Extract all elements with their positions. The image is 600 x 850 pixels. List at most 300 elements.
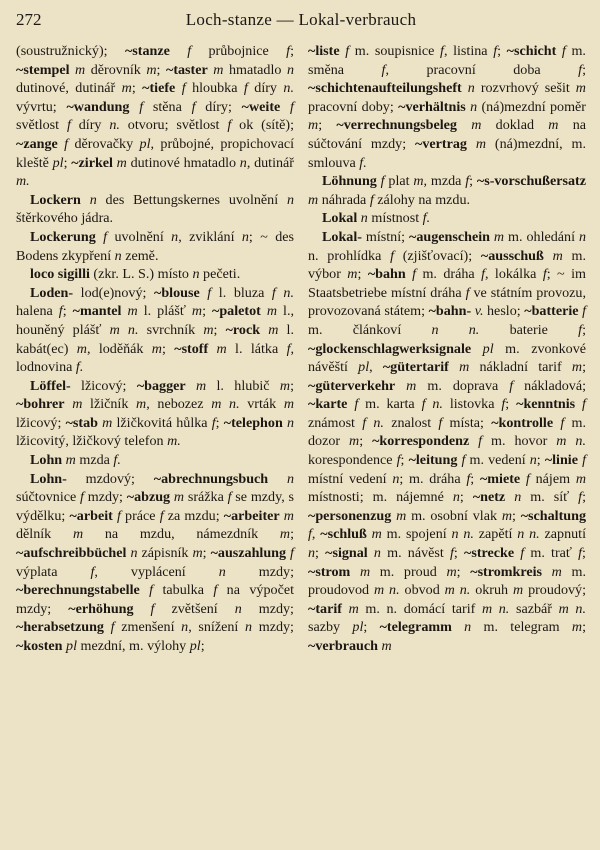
- entry-text: zmenšení: [114, 619, 182, 636]
- grammar-marker: n: [268, 470, 294, 487]
- entry-text: ;: [63, 154, 72, 171]
- entry-text: ;: [400, 452, 409, 469]
- entry-text: (soustružnický);: [16, 43, 125, 59]
- entry-text: nákladová;: [513, 377, 587, 394]
- entry-text: ;: [357, 266, 368, 283]
- entry-text: ;: [215, 414, 224, 431]
- subentry-term: ~telegramm: [379, 619, 452, 636]
- subentry-term: ~miete: [479, 470, 521, 487]
- grammar-marker: pl: [62, 638, 77, 654]
- entry-text: halena: [16, 303, 59, 320]
- grammar-marker: m: [121, 303, 138, 320]
- dictionary-entry: [16, 228, 294, 265]
- grammar-marker: m: [575, 80, 586, 97]
- entry-text: srážka: [184, 489, 228, 506]
- page-number: 272: [16, 10, 42, 29]
- entry-text: ;: [213, 321, 226, 338]
- entry-text: mzdy;: [83, 489, 127, 506]
- grammar-marker: m: [121, 80, 132, 97]
- entry-text: se mzdy, s výdělku;: [16, 489, 294, 524]
- grammar-marker: n: [192, 266, 200, 283]
- entry-text: (ná)mezdní poměr: [477, 98, 586, 115]
- entry-text: otvoru; světlost: [119, 117, 228, 134]
- entry-text: rozvrhový sešit: [474, 80, 576, 97]
- entry-text: ;: [505, 396, 517, 413]
- entry-text: ;: [582, 321, 586, 338]
- entry-text: , průbojné, propichovací kleště: [16, 135, 294, 171]
- subentry-term: ~kontrolle: [491, 414, 554, 431]
- entry-text: ;: [582, 619, 586, 636]
- subentry-term: ~schluß: [320, 526, 367, 543]
- entry-text: m. doprava: [416, 377, 510, 394]
- grammar-marker: f: [578, 321, 583, 338]
- dictionary-entry: [308, 172, 586, 209]
- grammar-marker: f: [578, 61, 583, 78]
- entry-text: ;: [582, 359, 587, 376]
- grammar-marker: pl: [358, 359, 370, 376]
- entry-text: m. karta: [358, 396, 422, 413]
- grammar-marker: m: [283, 396, 295, 413]
- grammar-marker: m: [391, 507, 407, 524]
- entry-text: ;: [62, 303, 73, 320]
- grammar-marker: pl: [471, 340, 494, 357]
- grammar-marker: f: [191, 98, 196, 115]
- grammar-marker: m: [456, 117, 482, 134]
- grammar-marker: m: [112, 154, 127, 171]
- entry-text: ;: [582, 489, 586, 506]
- entry-headword: Loden-: [30, 284, 74, 301]
- entry-text: ;: [359, 433, 373, 450]
- grammar-marker: m n.: [211, 396, 240, 413]
- grammar-marker: m: [208, 340, 227, 357]
- grammar-marker: m n.: [109, 321, 139, 338]
- grammar-marker: m: [191, 303, 203, 320]
- entry-text: ;: [200, 638, 205, 654]
- grammar-marker: m n.: [481, 600, 510, 617]
- entry-text: svrchník: [138, 321, 204, 338]
- grammar-marker: n: [529, 452, 537, 469]
- entry-text: ;: [470, 470, 480, 487]
- entry-text: doklad: [481, 117, 549, 134]
- grammar-marker: m: [543, 247, 563, 264]
- grammar-marker: pl: [189, 638, 201, 654]
- dictionary-entry: [308, 228, 586, 656]
- grammar-marker: f: [520, 470, 530, 487]
- entry-headword: Lohn-: [30, 470, 67, 487]
- grammar-marker: f: [175, 80, 186, 97]
- entry-text: mzda: [75, 452, 114, 469]
- subentry-term: ~glockenschlagwerksignale: [308, 340, 472, 357]
- grammar-marker: n: [286, 61, 294, 78]
- grammar-marker: m n.: [373, 582, 400, 599]
- grammar-marker: m: [62, 452, 76, 469]
- entry-text: ;: [290, 526, 294, 543]
- grammar-marker: n.: [283, 80, 294, 97]
- subentry-term: ~bahn-: [428, 303, 472, 320]
- subentry-term: ~schichtenaufteilungsheft: [308, 80, 462, 97]
- grammar-marker: f: [481, 266, 485, 283]
- entry-text: , listina: [443, 43, 494, 59]
- grammar-marker: f: [465, 173, 470, 190]
- grammar-marker: f: [339, 43, 350, 59]
- grammar-marker: f: [578, 489, 583, 506]
- grammar-marker: m: [97, 414, 113, 431]
- grammar-marker: f: [227, 489, 232, 506]
- subentry-term: ~arbeiter: [223, 507, 280, 524]
- grammar-marker: f: [578, 545, 583, 562]
- entry-text: světlost: [16, 117, 67, 134]
- grammar-marker: f: [390, 247, 394, 264]
- entry-text: m. proud: [370, 563, 447, 580]
- entry-headword: Löhnung: [322, 173, 377, 190]
- entry-text: mzdy;: [225, 563, 294, 580]
- grammar-marker: f: [133, 600, 155, 617]
- grammar-marker: f.: [359, 154, 367, 171]
- entry-text: ;: [156, 61, 166, 78]
- grammar-marker: f: [169, 43, 192, 59]
- grammar-marker: n: [245, 619, 253, 636]
- entry-text: m. zvonkové návěští: [308, 340, 586, 376]
- entry-text: sazbář: [509, 600, 559, 617]
- entry-text: místní vedení: [308, 470, 393, 487]
- grammar-marker: m: [136, 396, 147, 413]
- grammar-marker: n: [392, 470, 400, 487]
- entry-text: ;: [512, 507, 521, 524]
- grammar-marker: f: [139, 582, 154, 599]
- subentry-term: ~mantel: [72, 303, 122, 320]
- grammar-marker: m: [192, 545, 203, 562]
- grammar-marker: f: [199, 284, 212, 301]
- grammar-marker: f: [556, 43, 566, 59]
- grammar-marker: f.: [75, 359, 84, 376]
- grammar-marker: m n.: [444, 582, 471, 599]
- entry-text: m. výbor: [308, 247, 586, 283]
- subentry-term: ~bohrer: [16, 396, 65, 413]
- entry-text: , dutinář: [246, 154, 295, 171]
- entry-headword: Lockern: [30, 191, 81, 208]
- grammar-marker: f: [493, 43, 498, 59]
- grammar-marker: f: [405, 266, 417, 283]
- subentry-term: ~bahn: [367, 266, 406, 283]
- entry-text: (zkr. L. S.) místo: [89, 266, 193, 283]
- dictionary-entry: [308, 42, 586, 172]
- grammar-marker: pl: [139, 135, 151, 152]
- entry-text: ;: [459, 489, 473, 506]
- grammar-marker: n: [241, 228, 249, 245]
- entry-text: m. proudovod: [308, 563, 587, 599]
- subentry-term: ~gütertarif: [382, 359, 449, 376]
- entry-text: známost: [308, 414, 363, 431]
- entry-text: ;: [497, 43, 507, 59]
- grammar-marker: m: [151, 340, 162, 357]
- grammar-marker: n: [114, 247, 122, 264]
- grammar-marker: f.: [113, 452, 121, 469]
- subentry-term: ~vertrag: [415, 135, 467, 152]
- subentry-term: ~stromkreis: [470, 563, 543, 580]
- grammar-marker: n: [171, 228, 179, 245]
- entry-text: m. ohledání: [504, 228, 579, 245]
- grammar-marker: m: [72, 526, 84, 543]
- entry-text: m. n. domácí tarif: [358, 600, 482, 617]
- grammar-marker: f: [457, 452, 466, 469]
- subentry-term: ~bagger: [136, 377, 186, 394]
- subentry-term: ~aufschreibbüchel: [16, 545, 127, 562]
- grammar-marker: f: [578, 303, 586, 320]
- subentry-term: ~arbeit: [69, 507, 113, 524]
- grammar-marker: f: [440, 43, 444, 59]
- subentry-term: ~verbrauch: [308, 638, 378, 654]
- grammar-marker: f: [286, 43, 291, 59]
- subentry-term: ~signal: [325, 545, 368, 562]
- grammar-marker: m: [308, 117, 319, 134]
- subentry-term: ~batterie: [524, 303, 579, 320]
- grammar-marker: m: [341, 600, 359, 617]
- grammar-marker: m: [279, 377, 291, 394]
- entry-headword: Lockerung: [30, 228, 96, 245]
- entry-headword: Lokal-: [322, 228, 362, 245]
- entry-text: lžičkovitá hůlka: [112, 414, 212, 431]
- entry-text: ;: [536, 452, 545, 469]
- grammar-marker: m: [366, 526, 382, 543]
- grammar-marker: m: [349, 433, 360, 450]
- entry-text: ;: [161, 340, 175, 357]
- grammar-marker: m: [279, 526, 291, 543]
- entry-text: na mzdu, námezdník: [83, 526, 280, 543]
- grammar-marker: n: [286, 191, 294, 208]
- entry-text: l. látka: [226, 340, 287, 357]
- dictionary-entry: [16, 265, 294, 284]
- entry-text: , snížení: [188, 619, 246, 636]
- entry-text: okruh: [470, 582, 513, 599]
- entry-text: , pracovní doba: [385, 61, 579, 78]
- grammar-marker: n: [465, 98, 478, 115]
- entry-text: n. prohlídka: [308, 247, 391, 264]
- grammar-marker: f: [347, 396, 359, 413]
- entry-text: mzdy;: [241, 600, 294, 617]
- grammar-marker: f n.: [271, 284, 294, 301]
- grammar-marker: m: [260, 321, 279, 338]
- running-head: Loch-stanze — Lokal-verbrauch: [185, 10, 417, 29]
- entry-text: za mzdu;: [163, 507, 224, 524]
- entry-text: mzdový;: [66, 470, 154, 487]
- entry-text: korespondence: [308, 452, 397, 469]
- right-column: [308, 42, 586, 656]
- entry-text: , nebozez: [146, 396, 212, 413]
- entry-text: sazby: [308, 619, 353, 636]
- dictionary-entry: [16, 191, 294, 228]
- subentry-term: ~stab: [65, 414, 98, 431]
- subentry-term: ~kenntnis: [516, 396, 576, 413]
- grammar-marker: pl: [52, 154, 64, 171]
- grammar-marker: f: [469, 433, 483, 450]
- grammar-marker: n: [126, 545, 138, 562]
- entry-text: dutinové, dutinář: [16, 80, 122, 97]
- entry-text: ;: [363, 619, 380, 636]
- grammar-marker: f: [58, 303, 63, 320]
- entry-text: průbojnice: [191, 43, 287, 59]
- grammar-marker: f: [280, 98, 294, 115]
- subentry-term: ~telephon: [223, 414, 283, 431]
- dictionary-entry: [16, 470, 294, 656]
- entry-text: zálohy na mzdu.: [373, 191, 471, 208]
- subentry-term: ~zirkel: [71, 154, 113, 171]
- grammar-marker: f: [159, 507, 164, 524]
- entry-text: uvolnění: [107, 228, 172, 245]
- entry-text: práce: [120, 507, 160, 524]
- grammar-marker: n: [80, 191, 97, 208]
- grammar-marker: n: [218, 563, 226, 580]
- entry-text: ,: [369, 359, 383, 376]
- subentry-term: ~auszahlung: [210, 545, 287, 562]
- entry-headword: Löffel-: [30, 377, 71, 394]
- entry-text: (ná)mezdní, m. smlouva: [308, 135, 587, 171]
- grammar-marker: f: [213, 582, 218, 599]
- entry-text: m. hovor: [482, 433, 557, 450]
- entry-text: lod(e)nový;: [73, 284, 154, 301]
- entry-text: nájem: [529, 470, 576, 487]
- entry-text: proudový;: [523, 582, 587, 599]
- subentry-term: ~abzug: [126, 489, 171, 506]
- subentry-term: ~wandung: [66, 98, 130, 115]
- grammar-marker: m: [279, 507, 294, 524]
- grammar-marker: n: [181, 619, 189, 636]
- grammar-marker: m: [512, 582, 524, 599]
- entry-text: ve státním provozu, provozovaná státem;: [308, 284, 586, 320]
- grammar-marker: n: [282, 414, 294, 431]
- entry-text: dělník: [16, 526, 73, 543]
- grammar-marker: n: [367, 545, 381, 562]
- grammar-marker: f: [103, 619, 115, 636]
- grammar-marker: m: [347, 266, 358, 283]
- entry-text: stěna: [143, 98, 192, 115]
- grammar-marker: f: [286, 340, 291, 357]
- entry-text: díry: [70, 117, 110, 134]
- grammar-marker: m: [203, 321, 214, 338]
- entry-text: m. vedení: [465, 452, 530, 469]
- grammar-marker: m: [395, 377, 417, 394]
- entry-text: l., houněný plášť: [16, 303, 295, 338]
- entry-text: náhrada: [318, 191, 370, 208]
- entry-text: baterie: [479, 321, 579, 338]
- grammar-marker: f: [66, 117, 71, 134]
- subentry-term: ~ausschuß: [480, 247, 544, 264]
- subentry-term: ~tarif: [308, 600, 342, 617]
- entry-text: ;: [582, 545, 586, 562]
- grammar-marker: f: [57, 135, 69, 152]
- grammar-marker: m: [308, 191, 319, 208]
- subentry-term: ~personenzug: [308, 507, 392, 524]
- grammar-marker: m: [542, 563, 562, 580]
- grammar-marker: n: [308, 545, 316, 562]
- grammar-marker: m n.: [556, 433, 586, 450]
- grammar-marker: m: [146, 61, 157, 78]
- subentry-term: ~liste: [308, 43, 340, 59]
- grammar-marker: m: [260, 303, 278, 320]
- grammar-marker: f: [286, 545, 294, 562]
- entry-text: dutinové hmatadlo: [126, 154, 240, 171]
- grammar-marker: m.: [167, 433, 181, 450]
- subentry-term: ~stempel: [16, 61, 70, 78]
- entry-text: ; ~ im Staatsbetriebe místní dráha: [308, 266, 586, 301]
- subentry-term: ~stanze: [124, 43, 170, 59]
- subentry-term: ~erhöhung: [68, 600, 134, 617]
- grammar-marker: f: [509, 377, 514, 394]
- entry-text: pracovní doby;: [308, 98, 399, 115]
- dictionary-entry: [16, 451, 294, 470]
- subentry-term: ~blouse: [154, 284, 200, 301]
- grammar-marker: m: [207, 61, 224, 78]
- grammar-marker: n n.: [517, 526, 540, 543]
- grammar-marker: f: [95, 228, 108, 245]
- entry-text: , vyplácení: [94, 563, 219, 580]
- grammar-marker: f n.: [362, 414, 384, 431]
- grammar-marker: n: [578, 228, 586, 245]
- entry-text: hmatadlo: [223, 61, 287, 78]
- entry-text: m. návěst: [380, 545, 450, 562]
- subentry-term: ~rock: [225, 321, 261, 338]
- entry-text: , mzda: [423, 173, 466, 190]
- entry-text: l. hlubič: [206, 377, 280, 394]
- grammar-marker: f: [211, 414, 216, 431]
- entry-text: m. soupisnice: [349, 43, 441, 59]
- entry-text: vrták: [239, 396, 284, 413]
- grammar-marker: f: [466, 470, 471, 487]
- entry-text: na výpočet mzdy;: [16, 582, 294, 617]
- dictionary-entry: [16, 377, 294, 451]
- entry-text: hloubka: [185, 80, 244, 97]
- entry-text: des Bettungskernes uvolnění: [96, 191, 287, 208]
- entry-text: místnosti; m. nájemné: [308, 489, 453, 506]
- subentry-term: ~zange: [16, 135, 58, 152]
- entry-text: obvod: [399, 582, 445, 599]
- entry-text: m. článkoví: [308, 321, 432, 338]
- subentry-term: ~augenschein: [409, 228, 490, 245]
- entry-text: ;: [202, 545, 211, 562]
- entry-text: na súčtování mzdy;: [308, 117, 587, 152]
- grammar-marker: m: [466, 135, 487, 152]
- entry-text: místa;: [442, 414, 492, 431]
- entry-text: m. telegram: [471, 619, 572, 636]
- grammar-marker: n.: [109, 117, 120, 134]
- entry-text: m. spojení: [381, 526, 452, 543]
- subentry-term: ~verhältnis: [398, 98, 466, 115]
- entry-text: m. směna: [308, 43, 586, 78]
- entry-text: lžičník: [82, 396, 137, 413]
- entry-text: ;: [453, 545, 464, 562]
- entry-text: lžicový;: [70, 377, 137, 394]
- entry-text: zapětí: [473, 526, 518, 543]
- grammar-marker: f: [575, 396, 586, 413]
- entry-headword: Lohn: [30, 452, 63, 469]
- grammar-marker: f: [243, 80, 248, 97]
- subentry-term: ~abrechnungsbuch: [153, 470, 269, 487]
- entry-text: tabulka: [153, 582, 214, 599]
- entry-text: země.: [121, 247, 159, 264]
- grammar-marker: m: [170, 489, 185, 506]
- grammar-marker: f: [553, 414, 565, 431]
- entry-text: zápisník: [137, 545, 193, 562]
- grammar-marker: f: [90, 563, 95, 580]
- entry-text: heslo;: [483, 303, 525, 320]
- subentry-term: ~taster: [165, 61, 208, 78]
- subentry-term: ~paletot: [212, 303, 261, 320]
- entry-text: děrovník: [85, 61, 147, 78]
- dictionary-entry: [16, 284, 294, 377]
- grammar-marker: f: [438, 414, 443, 431]
- entry-text: l. plášť: [137, 303, 192, 320]
- grammar-marker: m: [448, 359, 470, 376]
- entry-headword: Lokal: [322, 210, 358, 227]
